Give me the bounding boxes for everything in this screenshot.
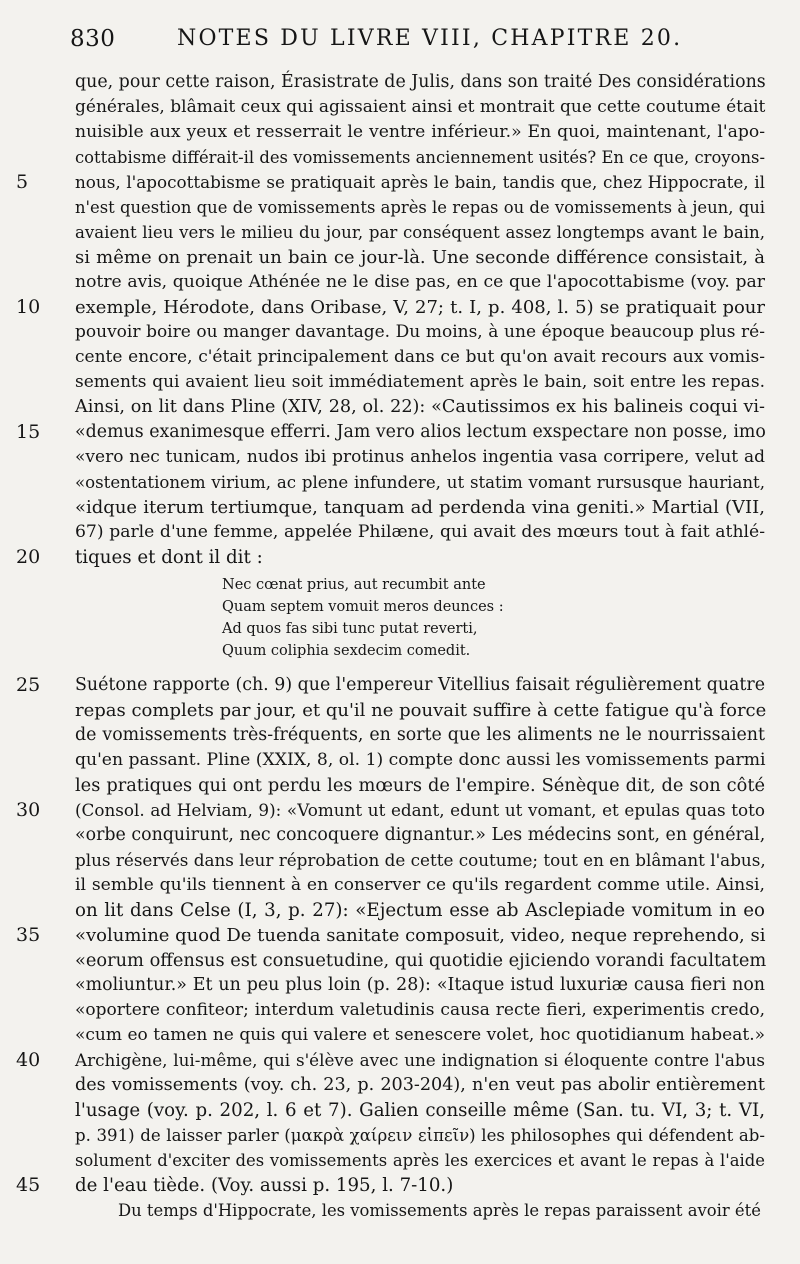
text-line: n'est question que de vomissements après le repas ou de vomissements à jeun, qui xyxy=(75,198,765,217)
text-line: Du temps d'Hippocrate, les vomissements après le repas paraissent avoir été xyxy=(118,1201,761,1220)
text-line: Archigène, lui-même, qui s'élève avec une indignation si éloquente contre l'abus xyxy=(75,1050,765,1070)
text-line: «eorum offensus est consuetudine, qui quotidie ejiciendo vorandi facultatem xyxy=(75,950,767,971)
page-number: 830 xyxy=(70,26,116,52)
text-line: notre avis, quoique Athénée ne le dise pas, en ce que l'apocottabisme (voy. par xyxy=(75,272,765,292)
text-line: que, pour cette raison, Érasistrate de Julis, dans son traité Des considérations xyxy=(75,72,766,92)
text-line: Suétone rapporte (ch. 9) que l'empereur Vitellius faisait régulièrement quatre xyxy=(75,675,765,695)
text-line: «cum eo tamen ne quis qui valere et senescere volet, hoc quotidianum habeat.» xyxy=(75,1025,765,1045)
text-line: «ostentationem virium, ac plene infundere, ut statim vomant rursusque hauriant, xyxy=(75,473,765,492)
page-header xyxy=(0,22,800,62)
text-line: «idque iterum tertiumque, tanquam ad perdenda vina geniti.» Martial (VII, xyxy=(75,497,765,518)
line-number: 25 xyxy=(16,674,41,696)
text-line: avaient lieu vers le milieu du jour, par conséquent assez longtemps avant le bain, xyxy=(75,223,765,242)
text-line: si même on prenait un bain ce jour-là. Une seconde différence consistait, à xyxy=(75,247,765,268)
text-line: nous, l'apocottabisme se pratiquait après le bain, tandis que, chez Hippocrate, il xyxy=(75,172,765,192)
text-line: cottabisme différait-il des vomissements anciennement usités? En ce que, croyons- xyxy=(75,148,765,167)
text-line: des vomissements (voy. ch. 23, p. 203-204), n'en veut pas abolir entièrement xyxy=(75,1075,765,1095)
text-line: solument d'exciter des vomissements après les exercices et avant le repas à l'aide xyxy=(75,1151,765,1170)
verse-line: Quum coliphia sexdecim comedit. xyxy=(222,643,471,659)
text-line: cente encore, c'était principalement dans ce but qu'on avait recours aux vomis- xyxy=(75,347,765,367)
text-line: de vomissements très-fréquents, en sorte que les aliments ne le nourrissaient xyxy=(75,725,765,745)
text-line: générales, blâmait ceux qui agissaient ainsi et montrait que cette coutume était xyxy=(75,97,766,117)
text-line: exemple, Hérodote, dans Oribase, V, 27; t. I, p. 408, l. 5) se pratiquait pour xyxy=(75,297,765,318)
text-line: il semble qu'ils tiennent à en conserver ce qu'ils regardent comme utile. Ainsi, xyxy=(75,875,765,895)
verse-line: Quam septem vomuit meros deunces : xyxy=(222,599,504,615)
text-line: plus réservés dans leur réprobation de cette coutume; tout en en blâmant l'abus, xyxy=(75,850,766,870)
text-line: les pratiques qui ont perdu les mœurs de l'empire. Sénèque dit, de son côté xyxy=(75,775,765,796)
line-number: 10 xyxy=(16,296,41,318)
text-line: sements qui avaient lieu soit immédiatement après le bain, soit entre les repas. xyxy=(75,372,765,392)
text-line: (Consol. ad Helviam, 9): «Vomunt ut edant, edunt ut vomant, et epulas quas toto xyxy=(75,800,765,820)
line-number: 15 xyxy=(16,421,41,443)
text-line: «orbe conquirunt, nec concoquere dignantur.» Les médecins sont, en général, xyxy=(75,825,766,845)
line-number: 5 xyxy=(16,171,29,193)
text-line: repas complets par jour, et qu'il ne pouvait suffire à cette fatigue qu'à force xyxy=(75,700,767,721)
text-line: l'usage (voy. p. 202, l. 6 et 7). Galien conseille même (San. tu. VI, 3; t. VI, xyxy=(75,1100,765,1121)
line-number: 35 xyxy=(16,924,41,946)
text-line: Ainsi, on lit dans Pline (XIV, 28, ol. 22): «Cautissimos ex his balineis coqui vi- xyxy=(75,397,765,417)
text-line: tiques et dont il dit : xyxy=(75,547,263,568)
text-line: p. 391) de laisser parler (μακρὰ χαίρειν εἰπεῖν) les philosophes qui défendent ab- xyxy=(75,1126,765,1145)
text-line: nuisible aux yeux et resserrait le ventre inférieur.» En quoi, maintenant, l'apo- xyxy=(75,122,765,142)
text-line: de l'eau tiède. (Voy. aussi p. 195, l. 7-10.) xyxy=(75,1175,454,1196)
text-line: «demus exanimesque efferri. Jam vero alios lectum exspectare non posse, imo xyxy=(75,422,766,442)
text-line: «moliuntur.» Et un peu plus loin (p. 28): «Itaque istud luxuriæ causa fieri non xyxy=(75,975,765,995)
text-line: «vero nec tunicam, nudos ibi protinus anhelos ingentia vasa corripere, velut ad xyxy=(75,447,765,467)
text-line: pouvoir boire ou manger davantage. Du moins, à une époque beaucoup plus ré- xyxy=(75,322,765,342)
line-number: 20 xyxy=(16,546,41,568)
text-line: 67) parle d'une femme, appelée Philæne, qui avait des mœurs tout à fait athlé- xyxy=(75,522,765,542)
text-line: «oportere confiteor; interdum valetudinis causa recte fieri, experimentis credo, xyxy=(75,1000,765,1020)
text-line: qu'en passant. Pline (XXIX, 8, ol. 1) compte donc aussi les vomissements parmi xyxy=(75,750,766,770)
line-number: 45 xyxy=(16,1174,41,1196)
line-number: 40 xyxy=(16,1049,41,1071)
verse-line: Ad quos fas sibi tunc putat reverti, xyxy=(222,621,478,637)
text-line: «volumine quod De tuenda sanitate composuit, video, neque reprehendo, si xyxy=(75,925,766,946)
text-line: on lit dans Celse (I, 3, p. 27): «Ejectum esse ab Asclepiade vomitum in eo xyxy=(75,900,765,921)
running-title: NOTES DU LIVRE VIII, CHAPITRE 20. xyxy=(177,26,683,51)
line-number: 30 xyxy=(16,799,41,821)
verse-line: Nec cœnat prius, aut recumbit ante xyxy=(222,577,486,593)
